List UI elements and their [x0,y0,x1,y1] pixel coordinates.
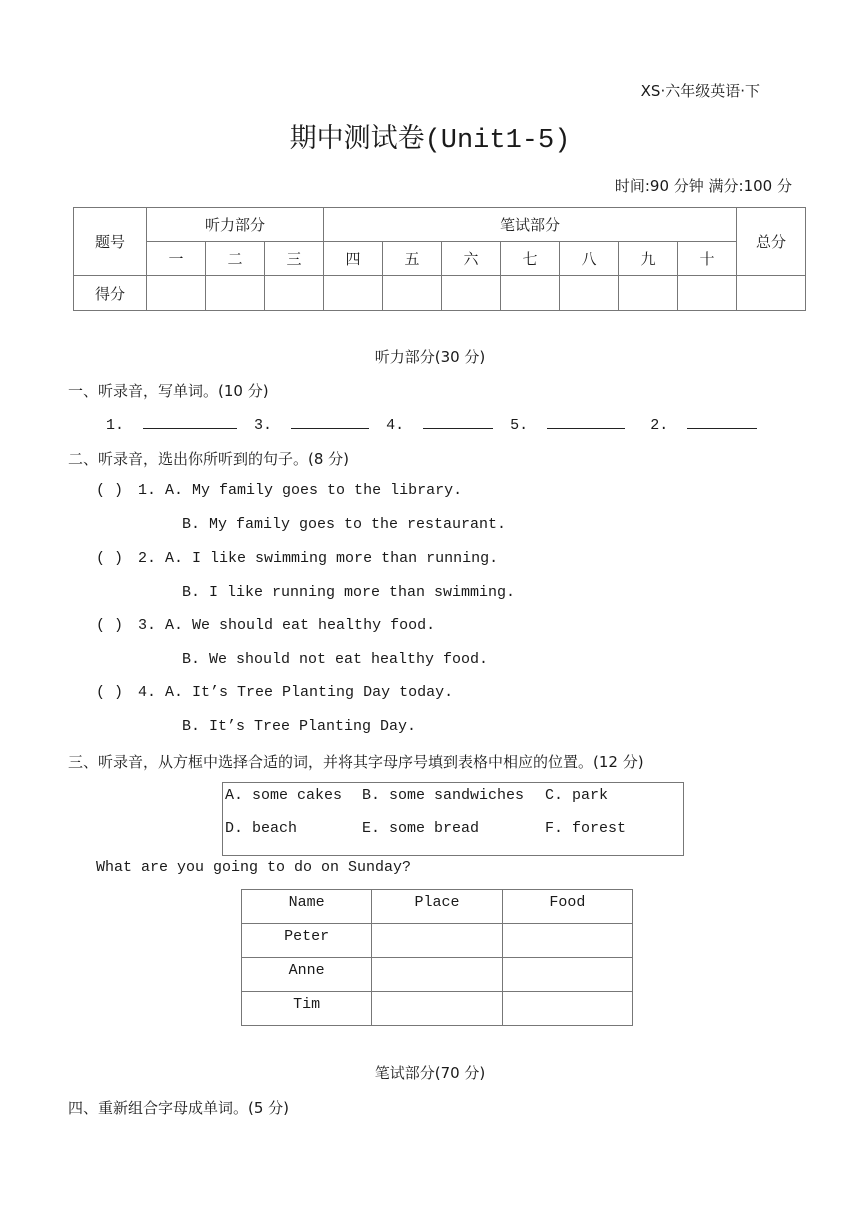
col-3: 三 [265,242,324,276]
answer-paren[interactable]: ( ) [96,684,124,701]
item-num: 2. [138,550,157,567]
header-tag: XS·六年级英语·下 [640,82,760,100]
listening-part-header: 听力部分 [147,208,324,242]
score-cell[interactable] [147,276,206,311]
q2-item-1 [96,482,462,499]
answer-paren[interactable]: ( ) [96,617,124,634]
word-box [222,782,684,856]
q3-question: What are you going to do on Sunday? [96,859,412,876]
q2-heading: 二、听录音，选出你所听到的句子。(8 分) [68,450,350,468]
q2-item-4 [96,684,453,701]
col-8: 八 [560,242,619,276]
page-title: 期中测试卷(Unit1-5) [289,126,571,156]
table-header-place: Place [372,890,502,924]
q3-heading: 三、听录音，从方框中选择合适的词，并将其字母序号填到表格中相应的位置。(12 分) [68,753,644,771]
q1-heading: 一、听录音，写单词。(10 分) [68,382,269,400]
col-2: 二 [206,242,265,276]
q1-item-num: 4. [386,417,405,434]
q1-item-num: 2. [650,417,669,434]
col-6: 六 [442,242,501,276]
answer-cell[interactable] [502,992,632,1026]
answer-cell[interactable] [502,924,632,958]
score-cell[interactable] [619,276,678,311]
item-num: 4. [138,684,157,701]
answer-cell[interactable] [372,958,502,992]
row-label-score: 得分 [74,276,147,311]
q1-item-num: 5. [510,417,529,434]
item-num: 1. [138,482,157,499]
answer-blank[interactable] [291,414,369,429]
answer-blank[interactable] [423,414,493,429]
row-label-number: 题号 [74,208,147,276]
score-cell[interactable] [383,276,442,311]
table-row-name: Peter [242,924,372,958]
q1-item-num: 1. [106,417,125,434]
q4-heading: 四、重新组合字母成单词。(5 分) [68,1099,290,1117]
answer-paren[interactable]: ( ) [96,550,124,567]
q1-item-num: 3. [254,417,273,434]
score-cell[interactable] [265,276,324,311]
answer-blank[interactable] [547,414,625,429]
word-option: D. beach [225,820,298,837]
score-cell[interactable] [501,276,560,311]
score-table [73,207,806,311]
table-header-food: Food [502,890,632,924]
table-row-name: Tim [242,992,372,1026]
time-info: 时间:90 分钟 满分:100 分 [614,177,792,195]
q2-item-1-b: B. My family goes to the restaurant. [182,516,507,533]
table-header-name: Name [242,890,372,924]
col-7: 七 [501,242,560,276]
score-cell[interactable] [442,276,501,311]
col-4: 四 [324,242,383,276]
q2-item-3 [96,617,435,634]
answer-blank[interactable] [143,414,237,429]
word-option: C. park [545,787,609,804]
score-cell[interactable] [324,276,383,311]
score-cell[interactable] [560,276,619,311]
score-cell[interactable] [206,276,265,311]
writing-part-header: 笔试部分 [324,208,737,242]
item-num: 3. [138,617,157,634]
word-option: F. forest [545,820,627,837]
answer-cell[interactable] [372,924,502,958]
total-header: 总分 [737,208,806,276]
score-cell-total[interactable] [737,276,806,311]
listening-section-title: 听力部分(30 分) [374,348,486,366]
col-1: 一 [147,242,206,276]
col-10: 十 [678,242,737,276]
score-cell[interactable] [678,276,737,311]
col-5: 五 [383,242,442,276]
option-a: A. It’s Tree Planting Day today. [165,684,454,701]
q2-item-4-b: B. It’s Tree Planting Day. [182,718,417,735]
answer-cell[interactable] [372,992,502,1026]
plan-table [241,889,633,1026]
word-option: E. some bread [362,820,480,837]
answer-blank[interactable] [687,414,757,429]
q2-item-2 [96,550,498,567]
word-option: B. some sandwiches [362,787,525,804]
q2-item-2-b: B. I like running more than swimming. [182,584,516,601]
q2-item-3-b: B. We should not eat healthy food. [182,651,489,668]
option-a: A. My family goes to the library. [165,482,463,499]
q1-blanks [106,414,757,434]
answer-paren[interactable]: ( ) [96,482,124,499]
word-option: A. some cakes [225,787,343,804]
option-a: A. We should eat healthy food. [165,617,436,634]
table-row-name: Anne [242,958,372,992]
writing-section-title: 笔试部分(70 分) [374,1064,486,1082]
answer-cell[interactable] [502,958,632,992]
option-a: A. I like swimming more than running. [165,550,499,567]
col-9: 九 [619,242,678,276]
